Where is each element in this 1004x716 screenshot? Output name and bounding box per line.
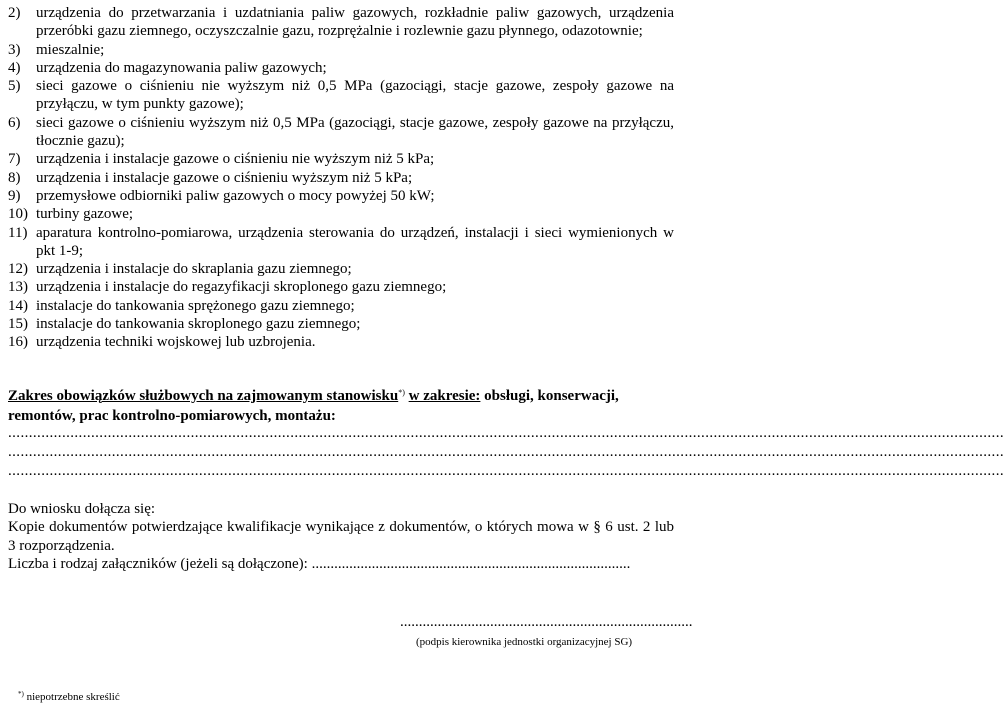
list-item (8, 187, 674, 205)
footnote-text: niepotrzebne skreślić (23, 691, 120, 703)
attachments-intro: Do wniosku dołącza się: (8, 501, 156, 517)
item-number: 12) (8, 261, 28, 278)
list-item (8, 278, 674, 296)
list-item (8, 315, 674, 333)
equipment-list (8, 4, 674, 352)
item-text: turbiny gazowe; (36, 206, 134, 223)
footnote-marker: *) (398, 388, 405, 397)
item-text: przemysłowe odbiorniki paliw gazowych o mocy powyżej 50 kW; (36, 187, 435, 204)
item-number: 14) (8, 297, 28, 314)
signature-line[interactable]: .............................................................................. (400, 614, 693, 630)
list-item (8, 224, 674, 261)
duties-label: Zakres obowiązków służbowych na zajmowanym stanowisku (8, 388, 399, 404)
list-item (8, 4, 674, 41)
item-number: 10) (8, 206, 28, 223)
item-text: sieci gazowe o ciśnieniu nie wyższym niż 0,5 MPa (gazociągi, stacje gazowe, zespoły gazowe na przyłączu, w tym punkty gazowe); (36, 78, 674, 113)
dotted-fill-line[interactable]: ................................................................................................................................................................................................................................................ (8, 425, 1004, 441)
list-item (8, 297, 674, 315)
item-text: sieci gazowe o ciśnieniu wyższym niż 0,5 MPa (gazociągi, stacje gazowe, zespoły gazowe na przyłączu, tłocznie gazu); (36, 114, 674, 150)
item-text: urządzenia do magazynowania paliw gazowych; (36, 59, 327, 76)
scope-label: w zakresie: (408, 388, 481, 404)
dotted-fill-line[interactable]: ................................................................................................................................................................................................................................................ (8, 463, 1004, 479)
dotted-fill-line[interactable]: ................................................................................................................................................................................................................................................ (8, 444, 1004, 460)
item-text: urządzenia i instalacje gazowe o ciśnieniu nie wyższym niż 5 kPa; (36, 151, 435, 168)
item-text: urządzenia techniki wojskowej lub uzbrojenia. (36, 334, 316, 351)
item-number: 11) (8, 224, 28, 241)
list-item (8, 205, 674, 223)
item-number: 2) (8, 5, 21, 21)
item-number: 13) (8, 279, 28, 296)
item-number: 6) (8, 114, 21, 131)
duties-scope-heading (8, 383, 674, 426)
item-text: mieszalnie; (36, 41, 105, 58)
item-text: aparatura kontrolno-pomiarowa, urządzenia sterowania do urządzeń, instalacji i sieci wymienionych w pkt 1-9; (36, 224, 674, 259)
list-item (8, 260, 674, 278)
item-number: 7) (8, 151, 21, 168)
signature-caption: (podpis kierownika jednostki organizacyjnej SG) (416, 636, 633, 648)
item-text: instalacje do tankowania sprężonego gazu ziemnego; (36, 297, 355, 314)
attachments-count[interactable]: Liczba i rodzaj załączników (jeżeli są dołączone): ..................................................................................... (8, 555, 631, 572)
item-text: urządzenia i instalacje do skraplania gazu ziemnego; (36, 261, 352, 278)
item-number: 3) (8, 41, 21, 58)
list-item (8, 41, 674, 59)
list-item (8, 169, 674, 187)
item-number: 9) (8, 187, 21, 204)
item-text: urządzenia i instalacje gazowe o ciśnieniu wyższym niż 5 kPa; (36, 169, 413, 186)
footnote (18, 690, 120, 703)
scope-text: obsługi, konserwacji, remontów, prac kontrolno-pomiarowych, montażu: (8, 388, 619, 424)
list-item (8, 59, 674, 77)
item-number: 16) (8, 334, 28, 351)
list-item (8, 150, 674, 168)
item-text: urządzenia i instalacje do regazyfikacji skroplonego gazu ziemnego; (36, 279, 447, 296)
list-item (8, 114, 674, 151)
item-text: urządzenia do przetwarzania i uzdatniania paliw gazowych, rozkładnie paliw gazowych, urządzenia przeróbki gazu ziemnego, oczyszczalnie gazu, rozprężalnie i rozlewnie gazu płynnego, odazotownie; (36, 5, 674, 40)
attachments-section (8, 500, 674, 573)
item-number: 8) (8, 169, 21, 186)
item-number: 5) (8, 78, 21, 95)
attachments-copies: Kopie dokumentów potwierdzające kwalifikacje wynikające z dokumentów, o których mowa w § 6 ust. 2 lub 3 rozporządzenia. (8, 519, 674, 554)
item-text: instalacje do tankowania skroplonego gazu ziemnego; (36, 316, 361, 333)
footnote-mark: *) (18, 690, 24, 698)
list-item (8, 77, 674, 114)
item-number: 15) (8, 316, 28, 333)
list-item (8, 333, 674, 351)
item-number: 4) (8, 59, 21, 76)
